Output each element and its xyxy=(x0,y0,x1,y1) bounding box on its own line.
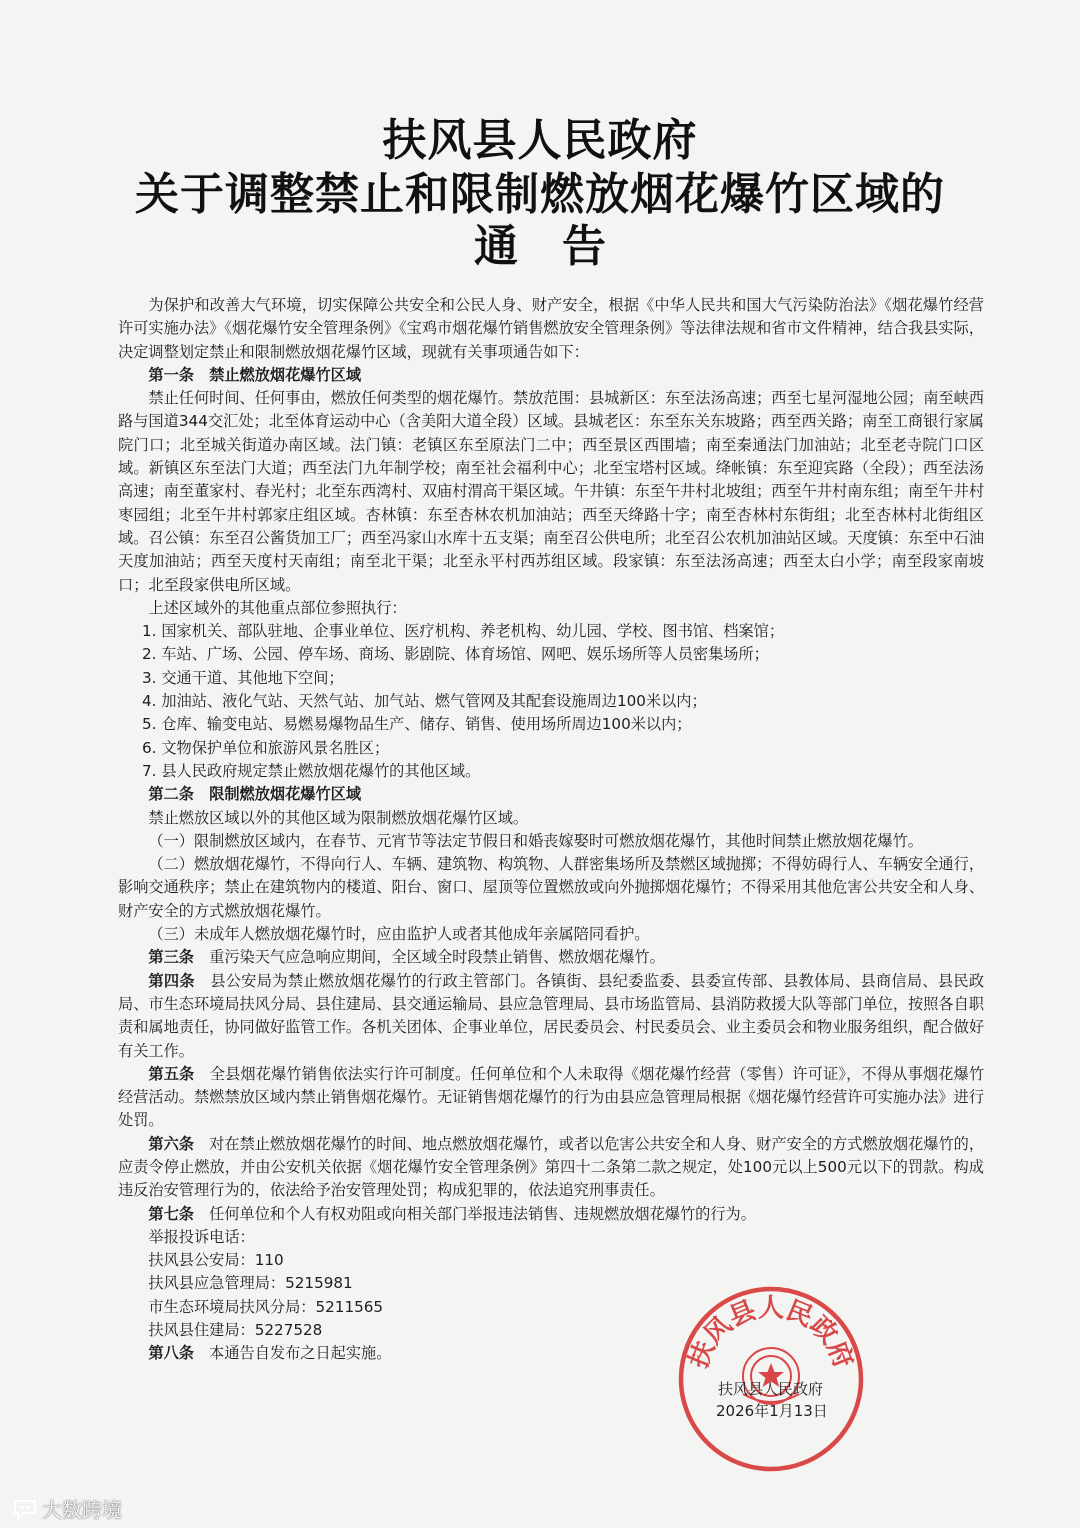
article-2-clause-1: （一）限制燃放区域内，在春节、元宵节等法定节假日和婚丧嫁娶时可燃放烟花爆竹，其他时间禁止燃放烟花爆竹。 xyxy=(148,831,923,850)
article-4-text: 县公安局为禁止燃放烟花爆竹的行政主管部门。各镇街、县纪委监委、县委宣传部、县教体局、县商信局、县民政局、市生态环境局扶风分局、县住建局、县交通运输局、县应急管理局、县市场监管局、县消防救援大队等部门单位，按照各自职责和属地责任，协同做好监管工作。各机关团体、企事业单位，居民委员会、村民委员会、业主委员会和物业服务组织，配合做好有关工作。 xyxy=(118,971,985,1060)
notice-body xyxy=(118,294,984,1366)
article-1-heading: 第一条 禁止燃放烟花爆竹区域 xyxy=(148,365,362,384)
article-6-text: 对在禁止燃放烟花爆竹的时间、地点燃放烟花爆竹，或者以危害公共安全和人身、财产安全的方式燃放烟花爆竹的，应责令停止燃放，并由公安机关依据《烟花爆竹安全管理条例》第四十二条第二款之规定，处100元以上500元以下的罚款。构成违反治安管理行为的，依法给予治安管理处罚；构成犯罪的，依法追究刑事责任。 xyxy=(118,1134,985,1200)
article-8-text: 本通告自发布之日起实施。 xyxy=(193,1344,392,1363)
hotline-item: 扶风县应急管理局：5215981 xyxy=(148,1274,353,1293)
article-2-clause-2: （二）燃放烟花爆竹，不得向行人、车辆、建筑物、构筑物、人群密集场所及禁燃区域抛掷；不得妨碍行人、车辆安全通行，影响交通秩序；禁止在建筑物内的楼道、阳台、窗口、屋顶等位置燃放或向外抛掷烟花爆竹；不得采用其他危害公共安全和人身、财产安全的方式燃放烟花爆竹。 xyxy=(118,855,984,920)
article-6 xyxy=(118,1133,984,1203)
article-5-text: 全县烟花爆竹销售依法实行许可制度。任何单位和个人未取得《烟花爆竹经营（零售）许可证》，不得从事烟花爆竹经营活动。禁燃禁放区域内禁止销售烟花爆竹。无证销售烟花爆竹的行为由县应急管理局根据《烟花爆竹经营许可实施办法》进行处罚。 xyxy=(118,1064,985,1130)
article-8-label: 第八条 xyxy=(148,1344,194,1363)
list-item: 7. 县人民政府规定禁止燃放烟花爆竹的其他区域。 xyxy=(142,761,481,780)
hotline-item: 扶风县公安局：110 xyxy=(148,1251,284,1270)
title-line-1: 扶风县人民政府 xyxy=(382,115,698,166)
chat-bubble-icon xyxy=(12,1498,38,1520)
list-item: 4. 加油站、液化气站、天然气站、加气站、燃气管网及其配套设施周边100米以内； xyxy=(142,692,707,711)
article-6-label: 第六条 xyxy=(148,1134,194,1153)
list-item: 1. 国家机关、部队驻地、企事业单位、医疗机构、养老机构、幼儿园、学校、图书馆、档案馆； xyxy=(142,622,785,641)
list-item: 6. 文物保护单位和旅游风景名胜区； xyxy=(142,738,390,757)
article-7-text: 任何单位和个人有权劝阻或向相关部门举报违法销售、违规燃放烟花爆竹的行为。 xyxy=(193,1204,756,1223)
article-2-heading: 第二条 限制燃放烟花爆竹区域 xyxy=(148,785,362,804)
article-7 xyxy=(118,1203,984,1226)
article-3-text: 重污染天气应急响应期间，全区域全时段禁止销售、燃放烟花爆竹。 xyxy=(193,948,665,967)
article-2-clause-3: （三）未成年人燃放烟花爆竹时，应由监护人或者其他成年亲属陪同看护。 xyxy=(148,925,650,944)
article-3-label: 第三条 xyxy=(148,948,194,967)
article-4-label: 第四条 xyxy=(148,971,195,990)
article-5-label: 第五条 xyxy=(148,1064,195,1083)
list-item: 2. 车站、广场、公园、停车场、商场、影剧院、体育场馆、网吧、娱乐场所等人员密集场所； xyxy=(142,645,769,664)
watermark-text: 大数跨境 xyxy=(42,1498,122,1522)
article-3 xyxy=(118,946,984,969)
article-1-other-intro: 上述区域外的其他重点部位参照执行： xyxy=(148,598,407,617)
article-5 xyxy=(118,1063,984,1133)
article-7-label: 第七条 xyxy=(148,1204,194,1223)
svg-text:扶风县人民政府 xyxy=(684,1294,859,1373)
hotline-item: 市生态环境局扶风分局：5211565 xyxy=(148,1297,384,1316)
hotline-item: 扶风县住建局：5227528 xyxy=(148,1321,323,1340)
article-4 xyxy=(118,970,984,1063)
hotline-title: 举报投诉电话： xyxy=(148,1227,255,1246)
seal-text: 扶风县人民政府 xyxy=(683,1293,859,1373)
intro-paragraph: 为保护和改善大气环境，切实保障公共安全和公民人身、财产安全，根据《中华人民共和国大气污染防治法》《烟花爆竹经营许可实施办法》《烟花爆竹安全管理条例》《宝鸡市烟花爆竹销售燃放安全管理条例》等法律法规和省市文件精神，结合我县实际，决定调整划定禁止和限制燃放烟花爆竹区域，现就有关事项通告如下： xyxy=(118,296,984,361)
article-1-text: 禁止任何时间、任何事由，燃放任何类型的烟花爆竹。禁放范围：县城新区：东至法汤高速；西至七星河湿地公园；南至峡西路与国道344交汇处；北至体育运动中心（含美阳大道全段）区域。县城老区：东至东关东坡路；西至西关路；南至工商银行家属院门口；北至城关街道办南区域。法门镇：老镇区东至原法门二中；西至景区西围墙；南至秦通法门加油站；北至老寺院门口区域。新镇区东至法门大道；西至法门九年制学校；南至社会福利中心；北至宝塔村区域。绛帐镇：东至迎宾路（全段）；西至法汤高速；南至董家村、春光村；北至东西湾村、双庙村渭高干渠区域。午井镇：东至午井村北坡组；西至午井村南东组；南至午井村枣园组；北至午井村郭家庄组区域。杏林镇：东至杏林农机加油站；西至天绛路十字；南至杏林村东街组；北至杏林村北街组区域。召公镇：东至召公酱货加工厂；西至冯家山水库十五支渠；南至召公供电所；北至召公农机加油站区域。天度镇：东至中石油天度加油站；西至天度村天南组；南至北干渠；北至永平村西苏组区域。段家镇：东至法汤高速；西至太白小学；南至段家南坡口；北至段家供电所区域。 xyxy=(118,389,984,594)
signature: 扶风县人民政府 xyxy=(718,1380,824,1398)
title-line-3: 通告 xyxy=(474,221,650,272)
watermark xyxy=(12,1494,122,1523)
article-2-text: 禁止燃放区域以外的其他区域为限制燃放烟花爆竹区域。 xyxy=(148,808,529,827)
list-item: 5. 仓库、输变电站、易燃易爆物品生产、储存、销售、使用场所周边100米以内； xyxy=(142,715,692,734)
title-line-2: 关于调整禁止和限制燃放烟花爆竹区域的 xyxy=(135,169,945,220)
issue-date: 2026年1月13日 xyxy=(716,1402,828,1420)
list-item: 3. 交通干道、其他地下空间； xyxy=(142,668,344,687)
